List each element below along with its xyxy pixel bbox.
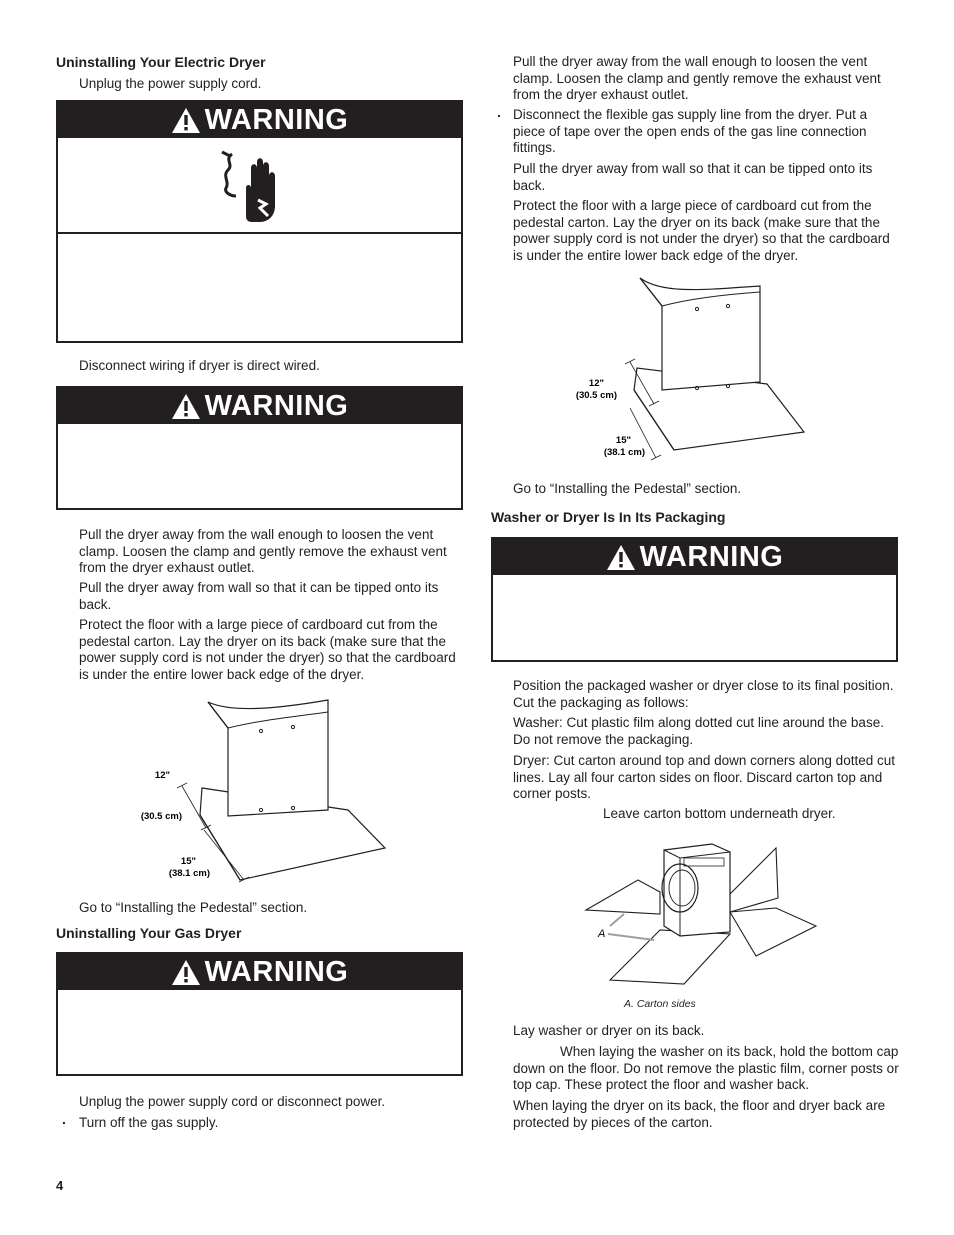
label-a: A [598, 928, 606, 940]
figure-caption: A. Carton sides [624, 998, 696, 1010]
warning-header [58, 102, 461, 138]
disconnect-wiring-step: Disconnect wiring if dryer is direct wired. [79, 358, 320, 373]
warning-header [493, 539, 896, 575]
washer-cut-step: Washer: Cut plastic film along dotted cut line around the base. Do not remove the packaging. [513, 715, 884, 747]
bullet: . [62, 1111, 66, 1127]
page-number: 4 [56, 1178, 64, 1193]
warning-triangle-icon [171, 393, 201, 420]
turn-off-gas-step: Turn off the gas supply. [79, 1115, 219, 1130]
disconnect-gas-step: Disconnect the flexible gas supply line from the dryer. Put a piece of tape over the open ends of the gas line connection fittings. [513, 107, 868, 155]
leave-bottom-step: Leave carton bottom underneath dryer. [603, 806, 836, 821]
unplug-or-disconnect-step: Unplug the power supply cord or disconnect power. [79, 1094, 386, 1109]
warning-box-weight [56, 386, 463, 510]
pull-tip-step: Pull the dryer away from wall so that it can be tipped onto its back. [79, 580, 439, 612]
warning-title: WARNING [204, 103, 349, 136]
warning-box-packaging [491, 537, 898, 662]
carton-sides-illustration [580, 830, 850, 1020]
dim-12-label: 12" [154, 770, 170, 781]
goto-pedestal-link: Go to “Installing the Pedestal” section. [79, 900, 308, 915]
warning-header [58, 388, 461, 424]
dim-15-metric-label: (38.1 cm) [603, 447, 645, 458]
dryer-on-cardboard-illustration [120, 690, 390, 890]
bullet: . [497, 104, 501, 120]
warning-divider [58, 232, 461, 234]
packaging-heading: Washer or Dryer Is In Its Packaging [491, 509, 726, 525]
dim-15-label: 15" [615, 435, 631, 446]
pull-tip-step-gas: Pull the dryer away from wall so that it can be tipped onto its back. [513, 161, 873, 193]
warning-triangle-icon [171, 107, 201, 134]
dim-12-metric-label: (30.5 cm) [575, 390, 617, 401]
protect-floor-step-gas: Protect the floor with a large piece of cardboard cut from the pedestal carton. Lay the dryer on its back (make sure that the power supply cord is not under the dryer) so that the cardboard is under the entire lower back edge of the dryer. [513, 198, 890, 263]
unplug-cord-step: Unplug the power supply cord. [79, 76, 262, 91]
dim-15-metric-label: (38.1 cm) [168, 868, 210, 879]
goto-pedestal-link: Go to “Installing the Pedestal” section. [513, 481, 742, 496]
pull-vent-step-gas: Pull the dryer away from the wall enough to loosen the vent clamp. Loosen the clamp and gently remove the exhaust vent from the dryer exhaust outlet. [513, 54, 881, 102]
warning-box-gas [56, 952, 463, 1076]
warning-box-shock [56, 100, 463, 343]
gas-dryer-heading: Uninstalling Your Gas Dryer [56, 925, 242, 941]
dryer-note: When laying the dryer on its back, the floor and dryer back are protected by pieces of the carton. [513, 1098, 886, 1130]
warning-header [58, 954, 461, 990]
dim-12-label: 12" [588, 378, 604, 389]
warning-title: WARNING [204, 389, 349, 422]
dim-12-metric-label: (30.5 cm) [140, 811, 182, 822]
dryer-cut-step: Dryer: Cut carton around top and down corners along dotted cut lines. Lay all four carton sides on floor. Discard carton top and corner posts. [513, 753, 895, 801]
electric-shock-hand-icon [218, 150, 288, 229]
lay-back-step: Lay washer or dryer on its back. [513, 1023, 705, 1038]
warning-title: WARNING [204, 955, 349, 988]
washer-note: When laying the washer on its back, hold the bottom cap down on the floor. Do not remove the plastic film, corner posts or top cap. These protect the floor and washer back. [513, 1044, 899, 1092]
protect-floor-step: Protect the floor with a large piece of cardboard cut from the pedestal carton. Lay the dryer on its back (make sure that the power supply cord is not under the dryer) so that the cardboard is under the entire lower back edge of the dryer. [79, 617, 456, 682]
dim-15-label: 15" [180, 856, 196, 867]
warning-title: WARNING [639, 540, 784, 573]
warning-triangle-icon [171, 959, 201, 986]
pull-vent-step: Pull the dryer away from the wall enough to loosen the vent clamp. Loosen the clamp and gently remove the exhaust vent from the dryer exhaust outlet. [79, 527, 447, 575]
dryer-on-cardboard-illustration [552, 272, 822, 472]
position-packaged-step: Position the packaged washer or dryer close to its final position. Cut the packaging as follows: [513, 678, 894, 710]
electric-dryer-heading: Uninstalling Your Electric Dryer [56, 54, 266, 70]
warning-triangle-icon [606, 544, 636, 571]
